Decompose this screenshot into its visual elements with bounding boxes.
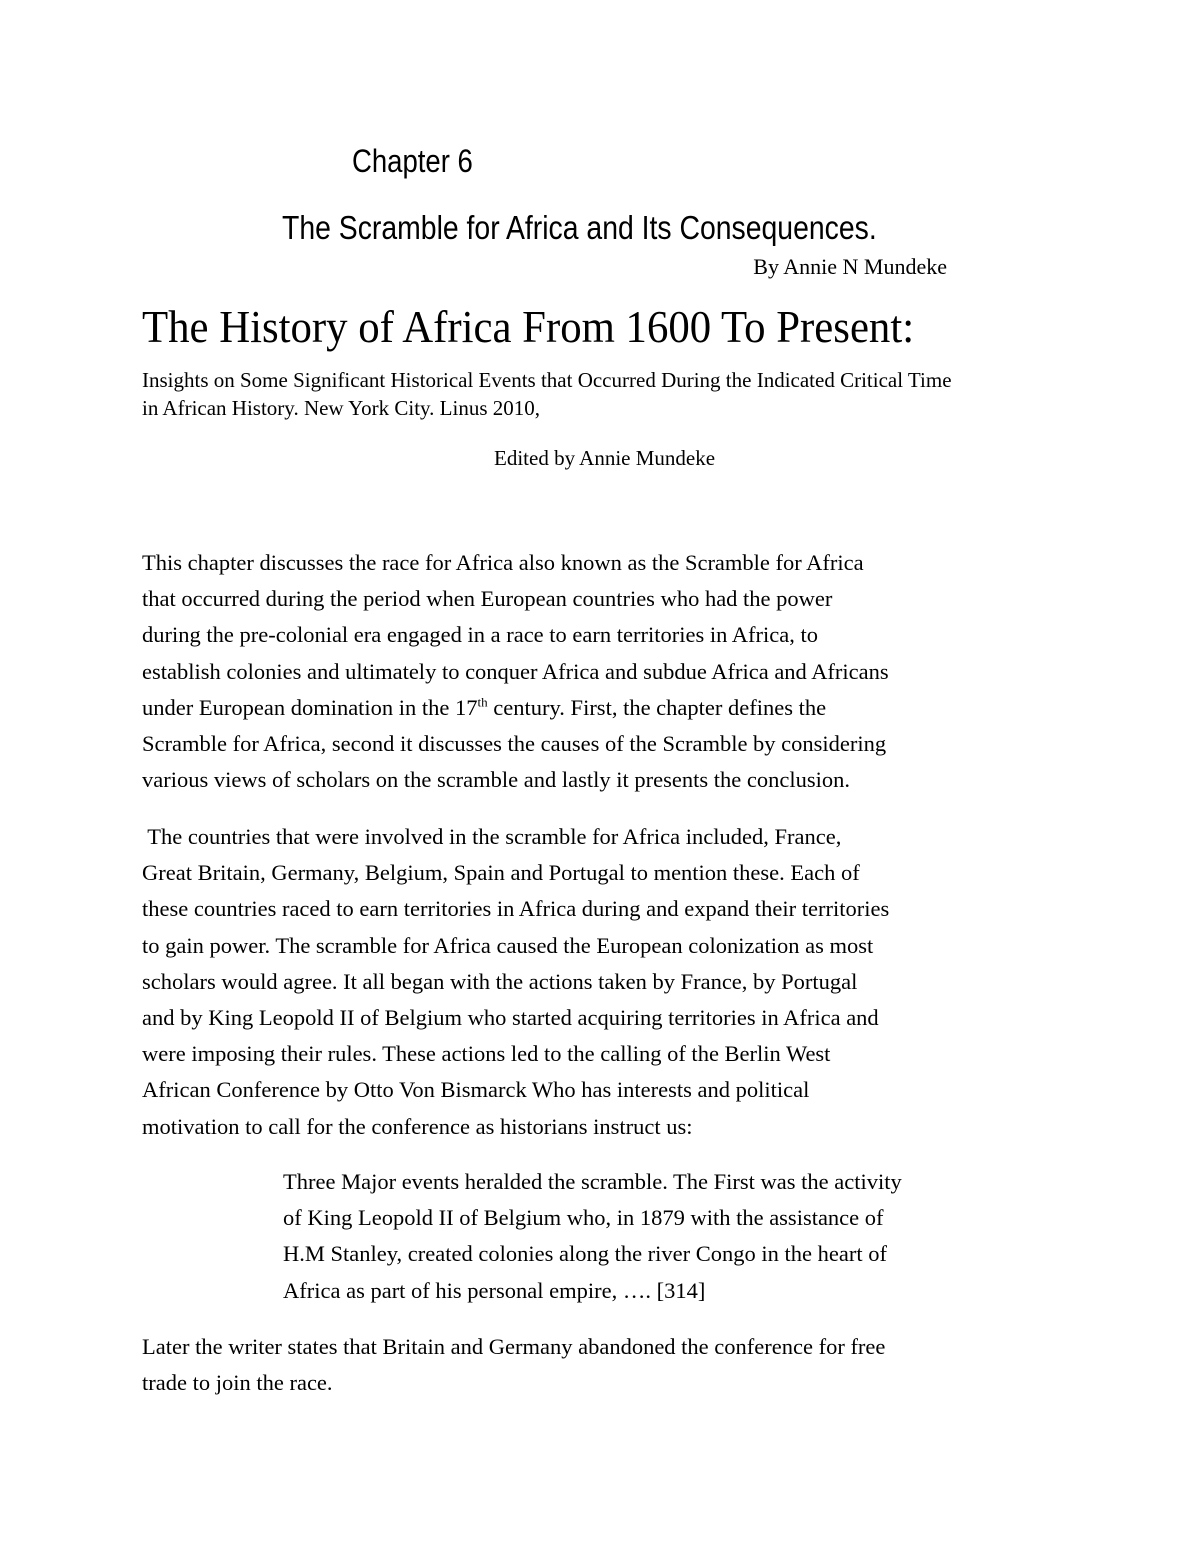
ordinal-superscript: th [477, 694, 488, 710]
paragraph-line: African Conference by Otto Von Bismarck Who has interests and political [142, 1077, 810, 1103]
editor-credit: Edited by Annie Mundeke [494, 446, 716, 470]
paragraph-intro [142, 545, 1082, 798]
line-text: under European domination in the 17 [142, 694, 478, 720]
paragraph-line: were imposing their rules. These actions led to the calling of the Berlin West [142, 1041, 831, 1067]
paragraph-line: motivation to call for the conference as historians instruct us: [142, 1113, 693, 1139]
paragraph-conclusion [142, 1329, 1082, 1401]
paragraph-line: Scramble for Africa, second it discusses the causes of the Scramble by considering [142, 731, 887, 757]
paragraph-line: This chapter discusses the race for Africa also known as the Scramble for Africa [142, 550, 864, 575]
quote-line: of King Leopold II of Belgium who, in 1879 with the assistance of [283, 1205, 884, 1231]
paragraph-line: that occurred during the period when European countries who had the power [142, 586, 833, 612]
subtitle-line: Insights on Some Significant Historical Events that Occurred During the Indicated Critical Time [142, 368, 952, 392]
chapter-label: Chapter 6 [352, 143, 473, 179]
paragraph-line [142, 690, 1082, 726]
book-subtitle [142, 366, 1142, 422]
paragraph-line: scholars would agree. It all began with the actions taken by France, by Portugal [142, 968, 858, 994]
paragraph-line: The countries that were involved in the scramble for Africa included, France, [142, 824, 842, 849]
paragraph-line: to gain power. The scramble for Africa caused the European colonization as most [142, 932, 874, 958]
block-quote [283, 1164, 1083, 1309]
book-title: The History of Africa From 1600 To Present: [142, 301, 915, 352]
subtitle-line: in African History. New York City. Linus 2010, [142, 396, 541, 420]
quote-line: Three Major events heralded the scramble. The First was the activity [283, 1169, 902, 1194]
paragraph-line: and by King Leopold II of Belgium who started acquiring territories in Africa and [142, 1005, 879, 1031]
author-byline: By Annie N Mundeke [753, 254, 947, 279]
quote-line: H.M Stanley, created colonies along the river Congo in the heart of [283, 1241, 887, 1267]
paragraph-line: establish colonies and ultimately to conquer Africa and subdue Africa and Africans [142, 658, 889, 684]
quote-line: Africa as part of his personal empire, …. [314] [283, 1277, 706, 1303]
paragraph-line: trade to join the race. [142, 1370, 333, 1396]
paragraph-line: Great Britain, Germany, Belgium, Spain and Portugal to mention these. Each of [142, 860, 860, 886]
paragraph-countries [142, 819, 1082, 1145]
line-text: century. First, the chapter defines the [487, 694, 827, 720]
paragraph-line: various views of scholars on the scramble and lastly it presents the conclusion. [142, 767, 850, 793]
paragraph-line: these countries raced to earn territories in Africa during and expand their territories [142, 896, 890, 922]
chapter-title: The Scramble for Africa and Its Consequences. [282, 209, 877, 246]
paragraph-line: Later the writer states that Britain and Germany abandoned the conference for free [142, 1334, 886, 1359]
paragraph-line: during the pre-colonial era engaged in a race to earn territories in Africa, to [142, 622, 818, 648]
